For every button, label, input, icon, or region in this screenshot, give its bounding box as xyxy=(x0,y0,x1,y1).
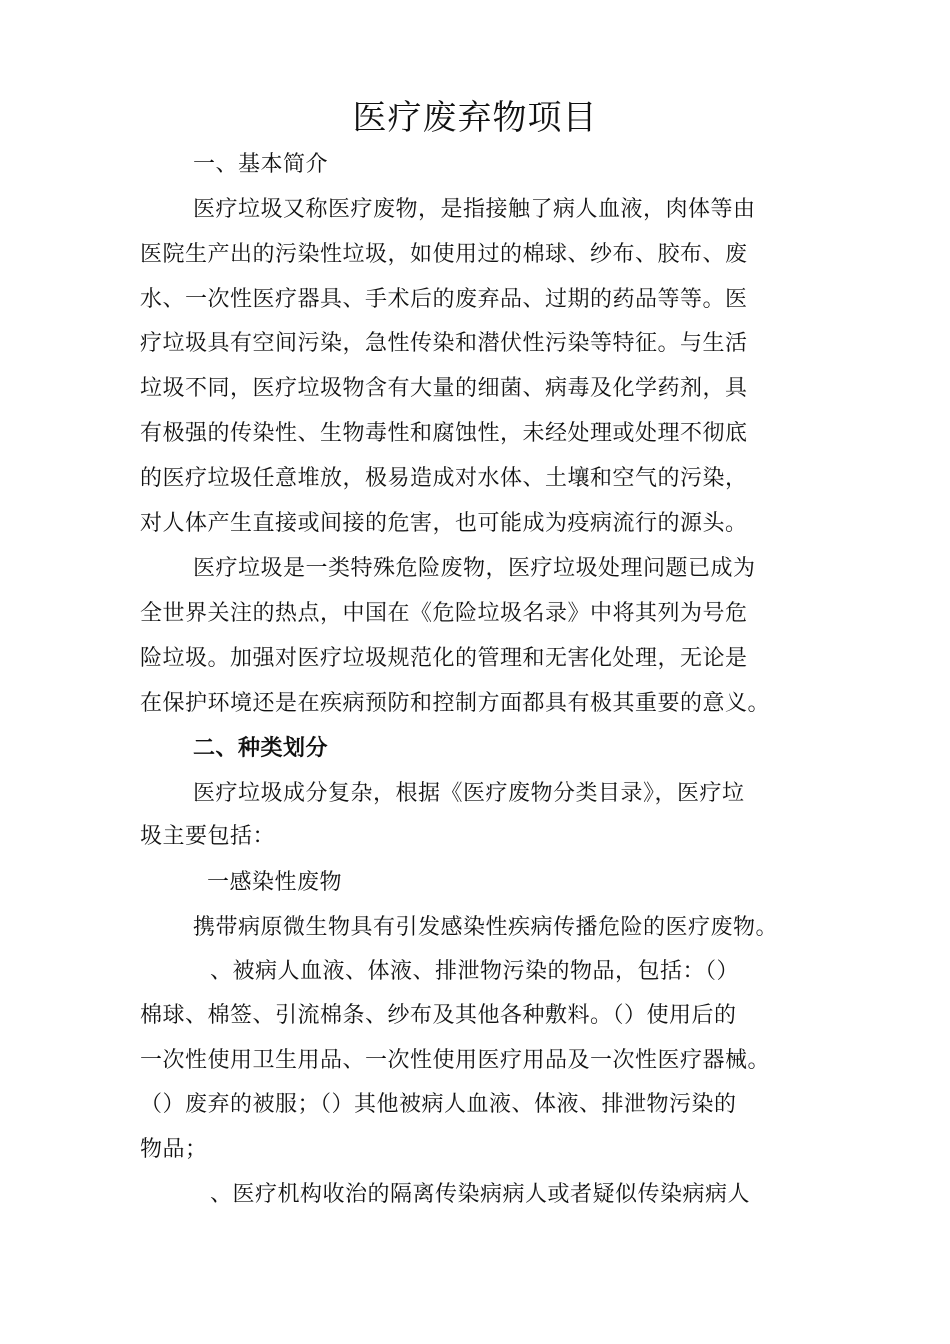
paragraph-line: 对人体产生直接或间接的危害，也可能成为疫病流行的源头。 xyxy=(140,511,748,536)
paragraph-line: 险垃圾。加强对医疗垃圾规范化的管理和无害化处理，无论是 xyxy=(140,646,748,671)
document-title: 医疗废弃物项目 xyxy=(352,98,598,138)
paragraph-line: 有极强的传染性、生物毒性和腐蚀性，未经处理或处理不彻底 xyxy=(140,421,748,446)
paragraph-line: 医疗垃圾又称医疗废物，是指接触了病人血液，肉体等由 xyxy=(193,197,756,222)
paragraph-line: 物品； xyxy=(140,1137,208,1162)
paragraph-line: 携带病原微生物具有引发感染性疾病传播危险的医疗废物。 xyxy=(193,915,779,940)
paragraph-line: 疗垃圾具有空间污染，急性传染和潜伏性污染等特征。与生活 xyxy=(140,331,748,356)
paragraph-line: 医疗垃圾是一类特殊危险废物，医疗垃圾处理问题已成为 xyxy=(193,556,756,581)
paragraph-line: 一次性使用卫生用品、一次性使用医疗用品及一次性医疗器械。 xyxy=(140,1048,771,1073)
paragraph-line: 、被病人血液、体液、排泄物污染的物品，包括：（） xyxy=(210,959,740,984)
section-heading-basic-intro: 一、基本简介 xyxy=(193,152,329,177)
paragraph-line: 棉球、棉签、引流棉条、纱布及其他各种敷料。（）使用后的 xyxy=(140,1003,737,1028)
paragraph-line: 医院生产出的污染性垃圾，如使用过的棉球、纱布、胶布、废 xyxy=(140,242,748,267)
paragraph-line: 全世界关注的热点，中国在《危险垃圾名录》中将其列为号危 xyxy=(140,601,748,626)
paragraph-line: 水、一次性医疗器具、手术后的废弃品、过期的药品等等。医 xyxy=(140,287,748,312)
subsection-heading-infectious-waste: 一感染性废物 xyxy=(207,870,343,895)
paragraph-line: 在保护环境还是在疾病预防和控制方面都具有极其重要的意义。 xyxy=(140,691,771,716)
paragraph-line: 垃圾不同，医疗垃圾物含有大量的细菌、病毒及化学药剂，具 xyxy=(140,376,748,401)
paragraph-line: 圾主要包括： xyxy=(140,824,276,849)
paragraph-line: 医疗垃圾成分复杂，根据《医疗废物分类目录》，医疗垃 xyxy=(193,781,745,806)
section-heading-classification: 二、种类划分 xyxy=(193,736,329,761)
paragraph-line: 、医疗机构收治的隔离传染病病人或者疑似传染病病人 xyxy=(210,1182,751,1207)
paragraph-line: （）废弃的被服；（）其他被病人血液、体液、排泄物污染的 xyxy=(140,1092,737,1117)
paragraph-line: 的医疗垃圾任意堆放，极易造成对水体、土壤和空气的污染， xyxy=(140,466,748,491)
